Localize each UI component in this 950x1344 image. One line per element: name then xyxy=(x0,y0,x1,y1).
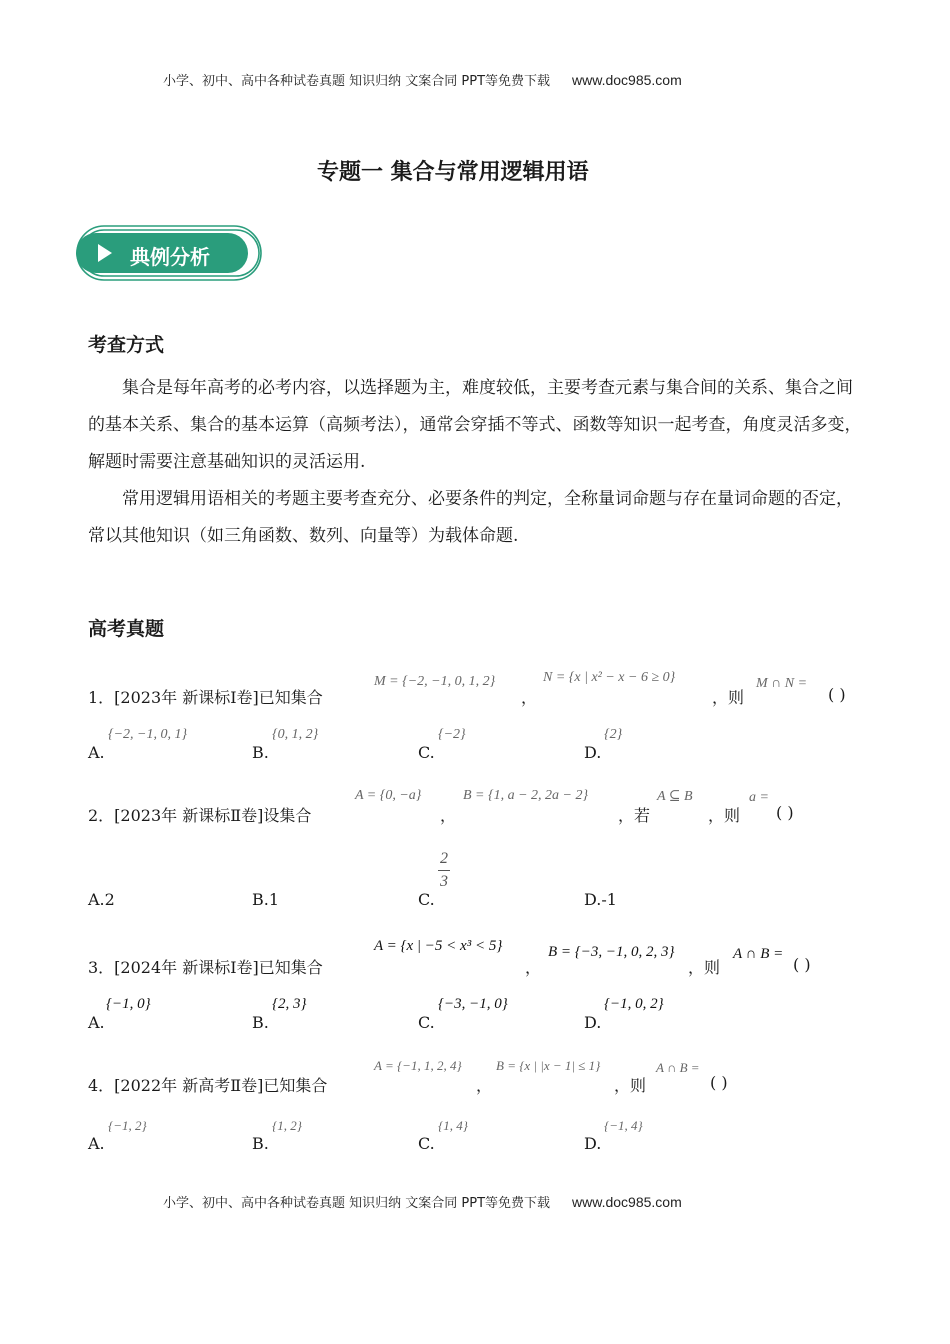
page-footer xyxy=(163,1192,682,1211)
question-stem: 4．[2022年 新高考Ⅱ卷]已知集合 xyxy=(88,1076,328,1095)
option-a[interactable]: A. xyxy=(88,1134,105,1153)
question-stem: 2．[2023年 新课标Ⅱ卷]设集合 xyxy=(88,806,312,825)
option-a[interactable]: A. xyxy=(88,1013,105,1032)
punctuation: ， xyxy=(521,688,538,707)
option-a[interactable]: A. xyxy=(88,743,105,762)
section-heading-method: 考查方式 xyxy=(88,334,165,356)
method-paragraph-1: 集合是每年高考的必考内容，以选择题为主，难度较低，主要考查元素与集合间的关系、集合之间的基本关系、集合的基本运算（高频考法），通常会穿插不等式、函数等知识一起考查，角度灵活多变，解题时需要注意基础知识的灵活运用. xyxy=(88,378,862,472)
punctuation: ， xyxy=(440,806,457,825)
option-math: {0, 1, 2} xyxy=(272,727,319,742)
option-b[interactable]: B. xyxy=(252,1134,269,1153)
option-c[interactable]: C. xyxy=(418,1134,435,1153)
option-math: {1, 2} xyxy=(272,1118,302,1133)
math-expression: B = {x | |x − 1| ≤ 1} xyxy=(496,1058,601,1073)
option-b[interactable]: B. xyxy=(252,1013,269,1032)
footer-text: 小学、初中、高中各种试卷真题 知识归纳 文案合同 PPT等免费下载 xyxy=(163,1196,551,1211)
footer-url[interactable]: www.doc985.com xyxy=(572,1194,682,1210)
option-math: {−1, 4} xyxy=(604,1118,643,1133)
fraction-bar xyxy=(438,870,450,871)
question-stem: 3．[2024年 新课标Ⅰ卷]已知集合 xyxy=(88,958,323,977)
math-expression: A = {−1, 1, 2, 4} xyxy=(374,1058,462,1073)
page-header xyxy=(163,70,682,89)
answer-paren: ( ) xyxy=(828,685,846,704)
option-math: {−1, 0} xyxy=(106,996,151,1012)
option-math: {1, 4} xyxy=(438,1118,468,1133)
math-expression: A ∩ B = xyxy=(656,1060,700,1075)
punctuation: ， xyxy=(476,1076,493,1095)
page-title: 专题一 集合与常用逻辑用语 xyxy=(317,160,589,185)
option-b[interactable]: B.1 xyxy=(252,890,280,909)
option-math: {2} xyxy=(604,727,623,742)
answer-paren: ( ) xyxy=(710,1073,728,1092)
math-expression: B = {1, a − 2, 2a − 2} xyxy=(463,788,589,803)
answer-paren: ( ) xyxy=(793,955,811,974)
question-stem: 1．[2023年 新课标Ⅰ卷]已知集合 xyxy=(88,688,323,707)
option-d[interactable]: D. xyxy=(584,743,602,762)
answer-paren: ( ) xyxy=(776,803,794,822)
option-c[interactable]: C. xyxy=(418,1013,435,1032)
method-paragraph-2: 常用逻辑用语相关的考题主要考查充分、必要条件的判定，全称量词命题与存在量词命题的否定，常以其他知识（如三角函数、数列、向量等）为载体命题. xyxy=(88,489,853,546)
option-math: {2, 3} xyxy=(272,996,307,1012)
option-a[interactable]: A.2 xyxy=(88,890,115,909)
punctuation: ，则 xyxy=(614,1076,647,1095)
option-b[interactable]: B. xyxy=(252,743,269,762)
option-c[interactable]: C. xyxy=(418,890,435,909)
math-expression: A = {x | −5 < x³ < 5} xyxy=(374,938,503,954)
fraction-numerator: 2 xyxy=(440,850,448,867)
punctuation: ，则 xyxy=(688,958,721,977)
badge-label: 典例分析 xyxy=(130,245,210,269)
punctuation: ，则 xyxy=(712,688,745,707)
fraction xyxy=(438,850,450,891)
math-expression: N = {x | x² − x − 6 ≥ 0} xyxy=(543,670,676,685)
option-d[interactable]: D.-1 xyxy=(584,890,617,909)
option-math: {−2, −1, 0, 1} xyxy=(108,727,188,742)
header-text: 小学、初中、高中各种试卷真题 知识归纳 文案合同 PPT等免费下载 xyxy=(163,74,551,89)
punctuation: ， xyxy=(525,958,542,977)
math-expression: a = xyxy=(749,790,769,805)
option-math: {−1, 2} xyxy=(108,1118,147,1133)
math-expression: M = {−2, −1, 0, 1, 2} xyxy=(374,674,496,689)
option-math: {−3, −1, 0} xyxy=(438,996,508,1012)
punctuation: ，若 xyxy=(618,806,651,825)
section-badge xyxy=(74,222,264,284)
math-expression: M ∩ N = xyxy=(756,676,808,691)
option-math: {−1, 0, 2} xyxy=(604,996,664,1012)
math-expression: B = {−3, −1, 0, 2, 3} xyxy=(548,944,675,960)
option-math: {−2} xyxy=(438,727,466,742)
math-expression: A ∩ B = xyxy=(733,946,784,962)
section-heading-exam: 高考真题 xyxy=(88,618,165,640)
option-c[interactable]: C. xyxy=(418,743,435,762)
option-d[interactable]: D. xyxy=(584,1134,602,1153)
header-url[interactable]: www.doc985.com xyxy=(572,72,682,88)
math-expression: A ⊆ B xyxy=(657,789,693,804)
fraction-denominator: 3 xyxy=(440,873,448,890)
punctuation: ，则 xyxy=(708,806,741,825)
option-d[interactable]: D. xyxy=(584,1013,602,1032)
method-paragraphs xyxy=(88,370,868,555)
math-expression: A = {0, −a} xyxy=(355,788,422,803)
